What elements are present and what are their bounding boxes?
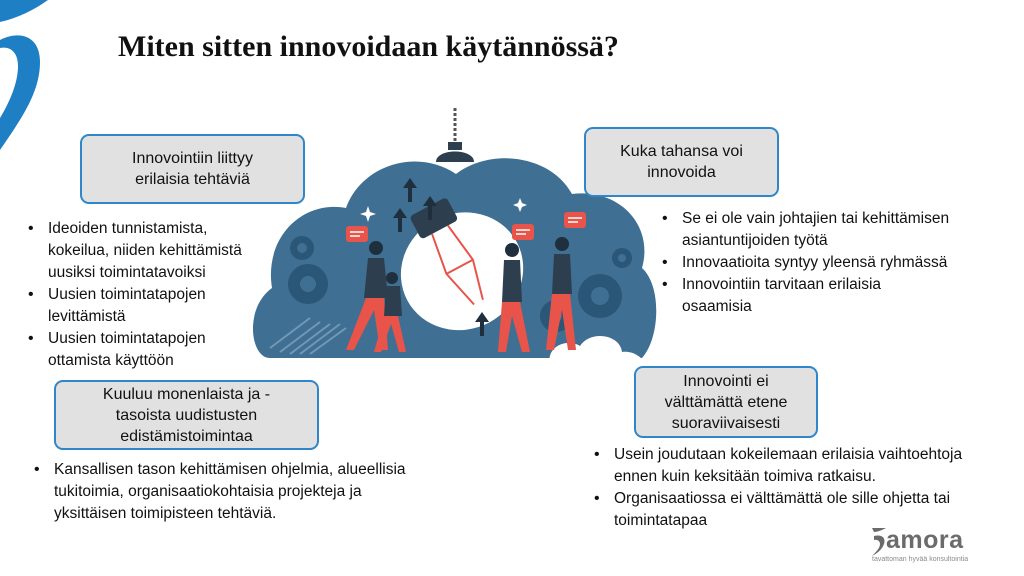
list-item: • Ideoiden tunnistamista, kokeilua, niiden kehittämistä uusiksi toimintatavoiksi: [24, 218, 284, 284]
box-anyone-line-2: innovoida: [647, 164, 716, 181]
box-types-line-2: tasoista uudistusten: [115, 406, 258, 424]
lamp-shade: [436, 152, 474, 163]
logo-tagline: tavattoman hyvää konsultointia: [872, 556, 969, 563]
box-types-line-1: Kuuluu monenlaista ja -: [102, 385, 271, 403]
box-tasks: [80, 134, 305, 204]
box-types-line-3: edistämistoimintaa: [120, 427, 253, 445]
list-item: • Uusien toimintatapojen ottamista käyttöön: [24, 328, 284, 372]
box-nonlinear-line-1: Innovointi ei: [683, 372, 769, 390]
box-tasks-line-2: erilaisia tehtäviä: [135, 171, 250, 188]
list-item: • Innovaatioita syntyy yleensä ryhmässä: [658, 252, 1003, 274]
box-anyone: [584, 127, 779, 197]
list-item: • Innovointiin tarvitaan erilaisia osaamisia: [658, 274, 1003, 318]
slide-title: Miten sitten innovoidaan käytännössä?: [118, 30, 619, 63]
list-anyone: [658, 208, 1003, 318]
box-nonlinear-line-3: suoraviivaisesti: [671, 414, 781, 432]
list-nonlinear: [590, 444, 1018, 532]
box-tasks-line-1: Innovointiin liittyy: [132, 150, 253, 167]
box-anyone-line-1: Kuka tahansa voi: [620, 143, 743, 160]
corner-swoosh-logo: [0, 0, 90, 160]
list-item: • Uusien toimintatapojen levittämistä: [24, 284, 284, 328]
list-item: • Kansallisen tason kehittämisen ohjelmia, alueellisia tukitoimia, organisaatiokohtaisia projekteja ja yksittäisen toimipisteen tehtäviä.: [30, 459, 470, 525]
box-nonlinear-line-2: välttämättä etene: [664, 393, 788, 411]
amora-logo: [868, 524, 988, 570]
logo-word: amora: [886, 526, 964, 554]
list-tasks: [24, 218, 284, 372]
list-item: • Usein joudutaan kokeilemaan erilaisia vaihtoehtoja ennen kuin keksitään toimiva ratkaisu.: [590, 444, 1018, 488]
list-item: • Se ei ole vain johtajien tai kehittämisen asiantuntijoiden työtä: [658, 208, 1003, 252]
box-types: [54, 380, 319, 450]
list-item: • Organisaatiossa ei välttämättä ole sille ohjetta tai toimintatapaa: [590, 488, 1018, 532]
box-nonlinear: [634, 366, 818, 438]
list-types: [30, 459, 470, 525]
